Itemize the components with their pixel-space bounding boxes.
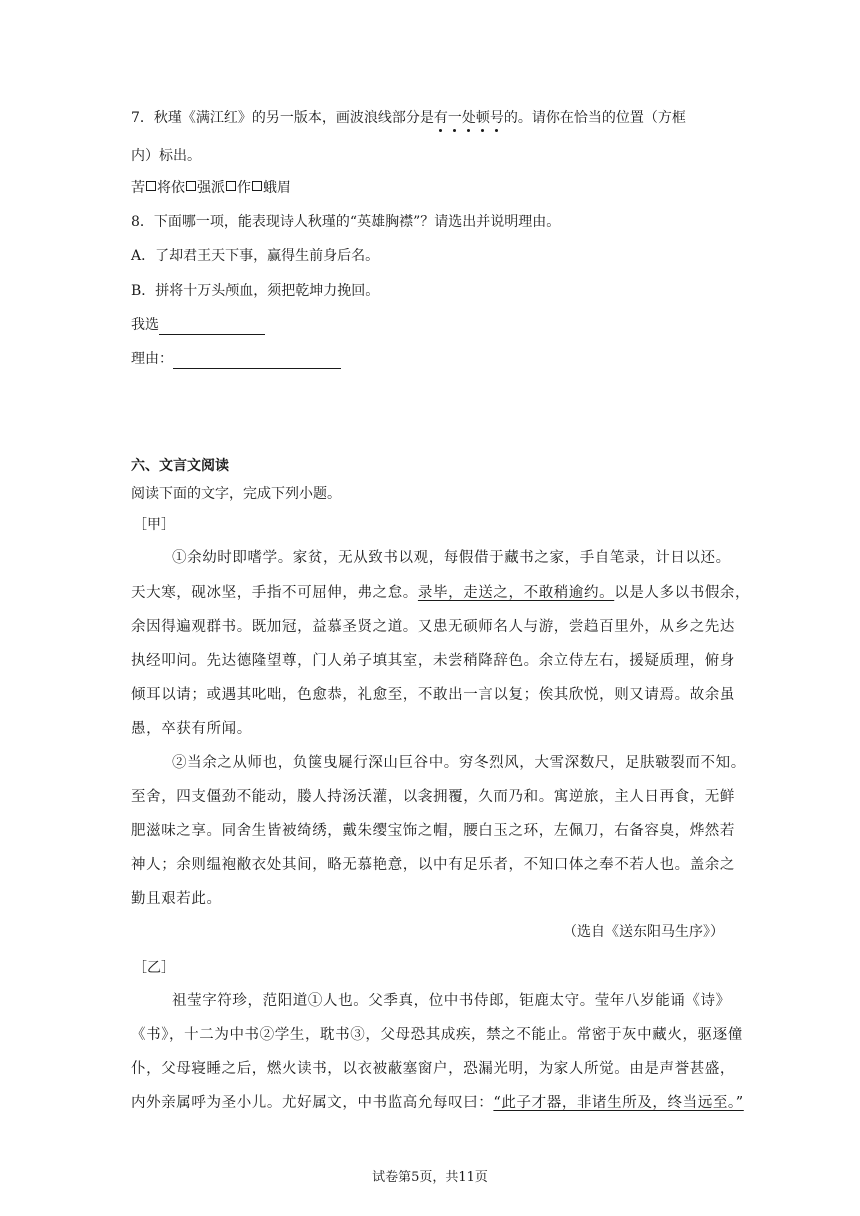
jia-p2-line: 肥滋味之享。同舍生皆被绮绣，戴朱缨宝饰之帽，腰白玉之环，左佩刀，右备容臭，烨然若 xyxy=(131,823,735,839)
text-run: 内外亲属呼为圣小儿。尤好属文，中书监高允每叹曰： xyxy=(131,1095,494,1111)
q7-line2: 内）标出。 xyxy=(131,148,201,164)
yi-line: 仆，父母寝睡之后，燃火读书，以衣被蔽塞窗户，恐漏光明，为家人所觉。由是声誉甚盛， xyxy=(131,1061,735,1077)
q7-text-b: 的。请你在恰当的位置（方框 xyxy=(503,110,686,126)
answer-box[interactable] xyxy=(186,181,196,191)
page-footer: 试卷第5页，共11页 xyxy=(372,1170,488,1185)
dotted-char: 有 xyxy=(433,110,448,126)
jia-p1-line: ①余幼时即嗜学。家贫，无从致书以观，每假借于藏书之家，手自笔录，计日以还。 xyxy=(172,550,731,566)
answer-box[interactable] xyxy=(146,181,156,191)
choice-label: 我选 xyxy=(131,317,159,333)
q8-choice-row xyxy=(131,315,265,335)
underlined-sentence: 录毕，走送之，不敢稍逾约。 xyxy=(417,585,615,601)
choice-answer-line[interactable] xyxy=(159,318,265,335)
q8-question: 8．下面哪一项，能表现诗人秋瑾的“英雄胸襟”？请选出并说明理由。 xyxy=(131,214,561,230)
jia-p2-line: 至舍，四支僵劲不能动，媵人持汤沃灌，以衾拥覆，久而乃和。寓逆旅，主人日再食，无鲜 xyxy=(131,789,735,805)
underlined-quote: “此子才器，非诸生所及，终当远至。” xyxy=(493,1095,744,1111)
yi-line xyxy=(131,1093,744,1113)
phrase-part: 作 xyxy=(237,180,251,196)
q7-text-a: 7．秋瑾《满江红》的另一版本，画波浪线部分是 xyxy=(131,110,434,126)
jia-p2-line: 神人；余则缊袍敝衣处其间，略无慕艳意，以中有足乐者，不知口体之奉不若人也。盖余之 xyxy=(131,857,735,873)
yi-line: 《书》，十二为中书②学生，耽书③，父母恐其成疾，禁之不能止。常密于灰中藏火，驱逐僮 xyxy=(131,1027,743,1043)
dotted-char: 处 xyxy=(461,110,476,126)
jia-p1-line xyxy=(131,583,750,603)
jia-p2-line: 勤且艰若此。 xyxy=(131,891,222,907)
reason-label: 理由： xyxy=(131,351,173,367)
jia-p1-line: 倾耳以请；或遇其叱咄，色愈恭，礼愈至，不敢出一言以复；俟其欣悦，则又请焉。故余虽 xyxy=(131,687,735,703)
phrase-part: 强派 xyxy=(197,180,225,196)
q8-option-a: A．了却君王天下事，赢得生前身后名。 xyxy=(131,248,380,264)
phrase-part: 蛾眉 xyxy=(263,180,291,196)
jia-p1-line: 余因得遍观群书。既加冠，益慕圣贤之道。又患无硕师名人与游，尝趋百里外，从乡之先达 xyxy=(131,619,735,635)
text-run: 以是人多以书假余， xyxy=(614,585,751,601)
answer-box[interactable] xyxy=(252,181,262,191)
jia-label: ［甲］ xyxy=(133,517,175,533)
dotted-char: 号 xyxy=(489,110,504,126)
section-instruction: 阅读下面的文字，完成下列小题。 xyxy=(131,486,341,502)
section-title: 六、文言文阅读 xyxy=(131,458,229,474)
reason-answer-line[interactable] xyxy=(173,352,341,369)
q8-reason-row xyxy=(131,349,341,369)
jia-p1-line: 执经叩问。先达德隆望尊，门人弟子填其室，未尝稍降辞色。余立侍左右，援疑质理，俯身 xyxy=(131,653,735,669)
dotted-char: 顿 xyxy=(475,110,490,126)
q8-option-b: B．拼将十万头颅血，须把乾坤力挽回。 xyxy=(131,283,380,299)
yi-label: ［乙］ xyxy=(133,960,175,976)
answer-box[interactable] xyxy=(226,181,236,191)
text-run: 天大寒，砚冰坚，手指不可屈伸，弗之怠。 xyxy=(131,585,418,601)
phrase-part: 将依 xyxy=(157,180,185,196)
source-citation: （选自《送东阳马生序》） xyxy=(563,924,724,940)
jia-p1-line: 愚，卒获有所闻。 xyxy=(131,721,252,737)
dotted-char: 一 xyxy=(447,110,462,126)
q7-phrase xyxy=(131,178,291,198)
jia-p2-line: ②当余之从师也，负箧曳屣行深山巨谷中。穷冬烈风，大雪深数尺，足肤皲裂而不知。 xyxy=(172,755,746,771)
q7-line1 xyxy=(131,108,686,128)
yi-line: 祖莹字符珍，范阳道①人也。父季真，位中书侍郎，钜鹿太守。莹年八岁能诵《诗》 xyxy=(172,993,731,1009)
phrase-part: 苦 xyxy=(131,180,145,196)
